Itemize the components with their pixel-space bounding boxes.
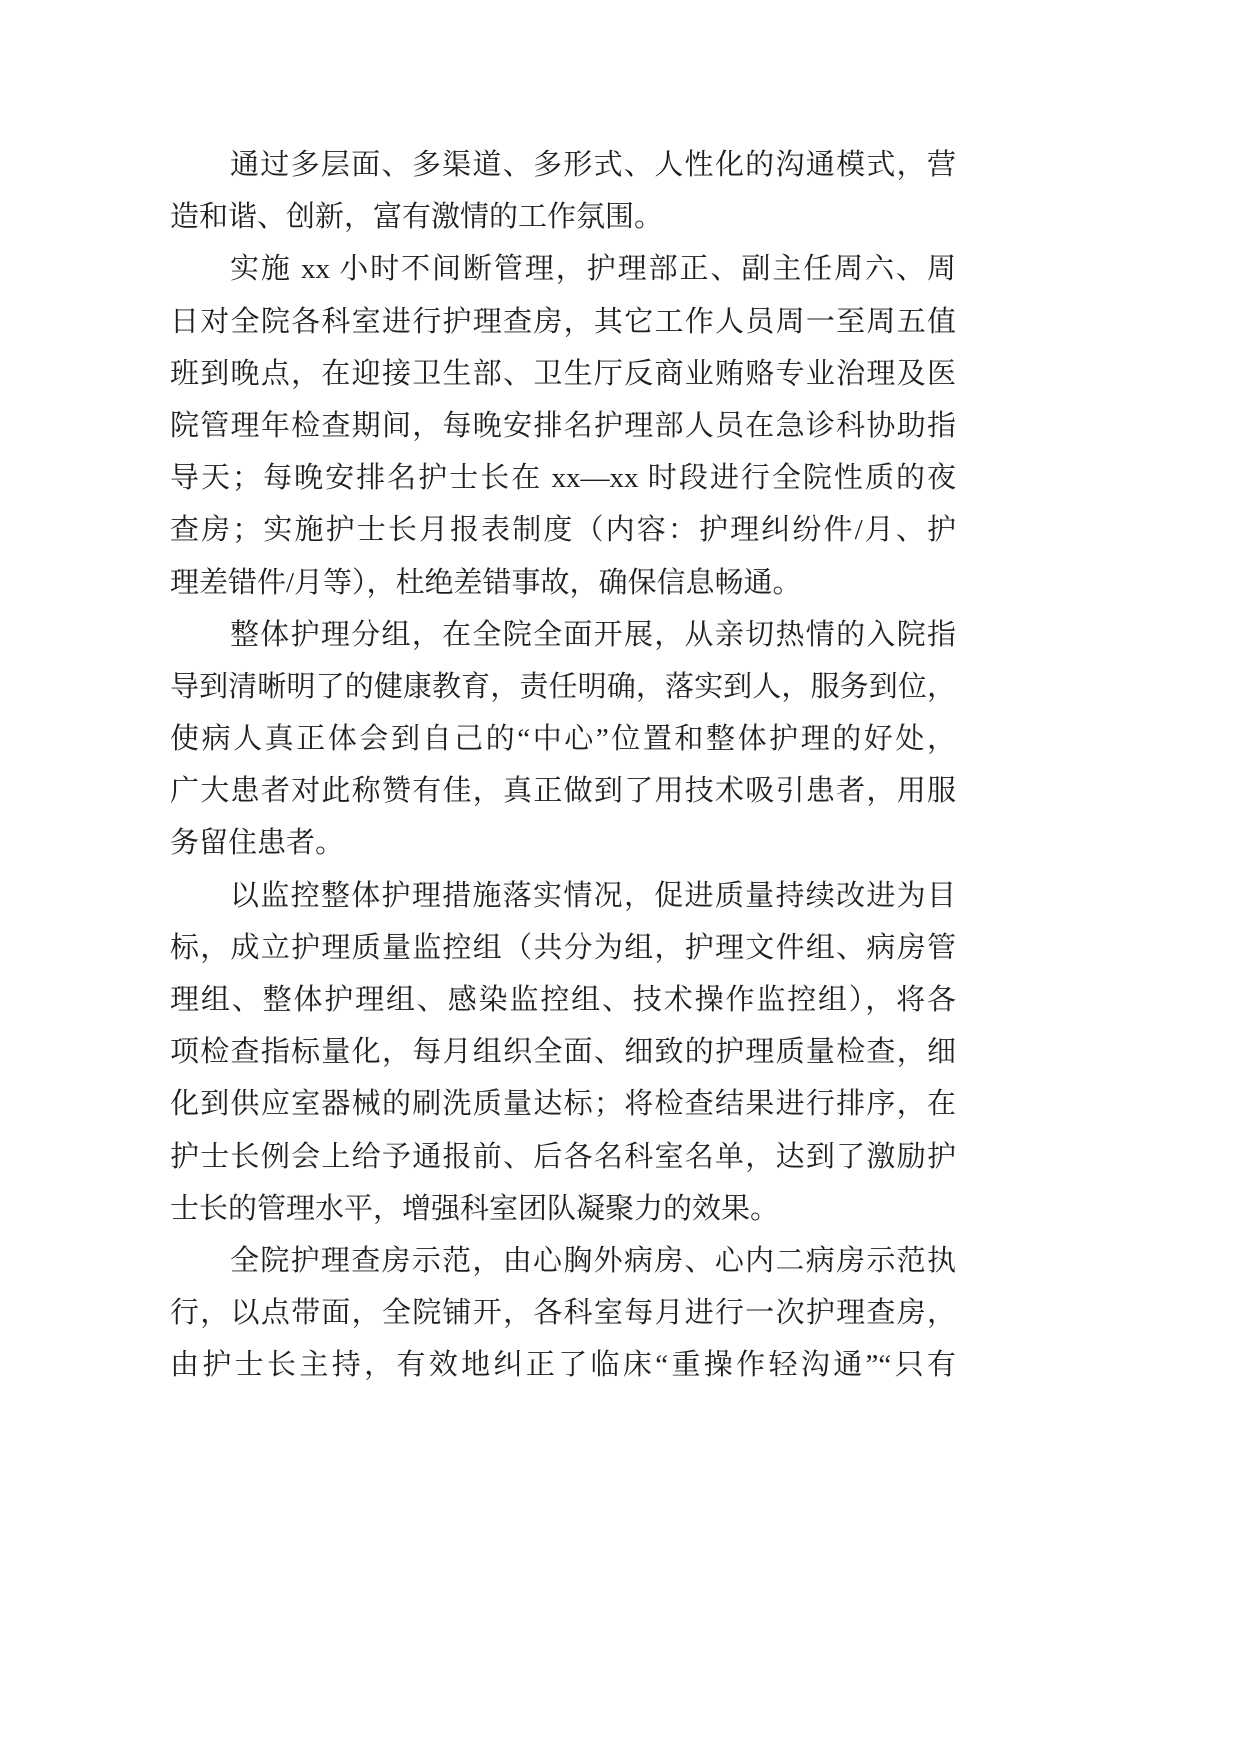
paragraph	[170, 870, 956, 1235]
text-line: 院管理年检查期间，每晚安排名护理部人员在急诊科协助指	[170, 409, 956, 442]
text-line: 导天；每晚安排名护士长在 xx—xx 时段进行全院性质的夜	[170, 462, 956, 495]
text-line: 全院护理查房示范，由心胸外病房、心内二病房示范执	[230, 1244, 956, 1277]
text-line: 护士长例会上给予通报前、后各名科室名单，达到了激励护	[170, 1140, 956, 1173]
text-line: 行，以点带面，全院铺开，各科室每月进行一次护理查房，	[170, 1297, 956, 1330]
text-line: 日对全院各科室进行护理查房，其它工作人员周一至周五值	[170, 305, 956, 338]
paragraph	[170, 609, 956, 870]
text-line: 广大患者对此称赞有佳，真正做到了用技术吸引患者，用服	[170, 775, 956, 808]
text-line: 以监控整体护理措施落实情况，促进质量持续改进为目	[230, 879, 956, 912]
text-line: 导到清晰明了的健康教育，责任明确，落实到人，服务到位，	[170, 670, 956, 703]
text-line: 使病人真正体会到自己的“中心”位置和整体护理的好处，	[170, 723, 956, 756]
text-line: 班到晚点，在迎接卫生部、卫生厅反商业贿赂专业治理及医	[170, 357, 956, 390]
text-line: 造和谐、创新，富有激情的工作氛围。	[170, 201, 664, 234]
paragraph	[170, 1235, 956, 1392]
text-line: 实施 xx 小时不间断管理，护理部正、副主任周六、周	[230, 253, 956, 286]
body-text	[170, 139, 956, 1392]
text-line: 由护士长主持，有效地纠正了临床“重操作轻沟通”“只有	[170, 1349, 956, 1382]
paragraph	[170, 243, 956, 608]
text-line: 理差错件/月等），杜绝差错事故，确保信息畅通。	[170, 566, 802, 599]
text-line: 务留住患者。	[170, 827, 345, 860]
text-line: 化到供应室器械的刷洗质量达标；将检查结果进行排序，在	[170, 1088, 956, 1121]
text-line: 理组、整体护理组、感染监控组、技术操作监控组），将各	[170, 984, 956, 1016]
text-line: 整体护理分组，在全院全面开展，从亲切热情的入院指	[230, 618, 956, 651]
text-line: 士长的管理水平，增强科室团队凝聚力的效果。	[170, 1192, 780, 1225]
paragraph	[170, 139, 956, 243]
text-line: 通过多层面、多渠道、多形式、人性化的沟通模式，营	[230, 149, 956, 181]
text-line: 标，成立护理质量监控组（共分为组，护理文件组、病房管	[170, 931, 956, 964]
text-line: 查房；实施护士长月报表制度（内容：护理纠纷件/月、护	[170, 514, 956, 547]
text-line: 项检查指标量化，每月组织全面、细致的护理质量检查，细	[170, 1036, 956, 1069]
